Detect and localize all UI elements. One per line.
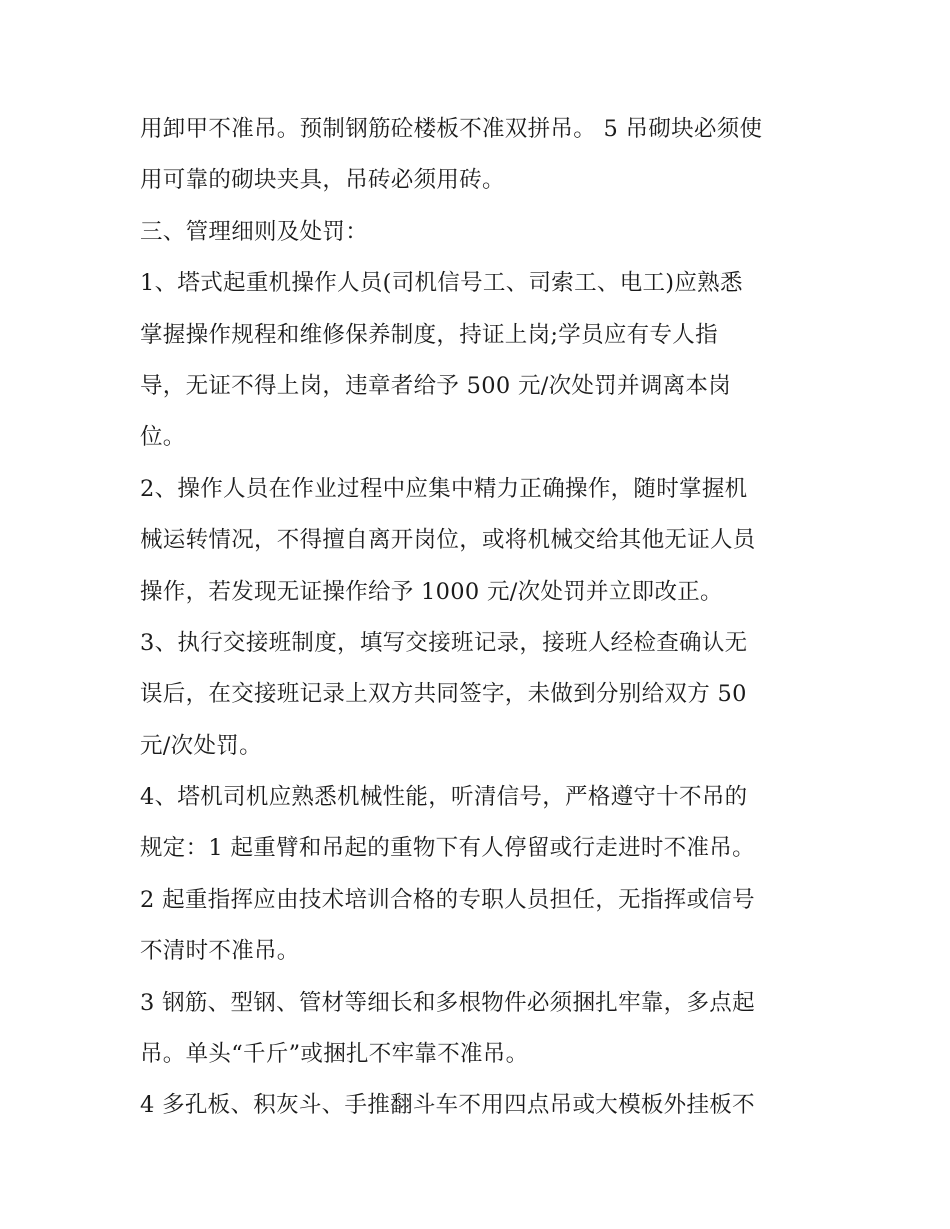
text-line: 规定：1 起重臂和吊起的重物下有人停留或行走进时不准吊。 — [140, 835, 755, 862]
text-line: 不清时不准吊。 — [140, 938, 300, 965]
text-line: 掌握操作规程和维修保养制度，持证上岗;学员应有专人指 — [140, 321, 718, 348]
text-line: 元/次处罚。 — [140, 732, 262, 759]
text-line: 4 多孔板、积灰斗、手推翻斗车不用四点吊或大模板外挂板不 — [140, 1092, 755, 1119]
text-line: 1、塔式起重机操作人员(司机信号工、司索工、电工)应熟悉 — [140, 270, 743, 297]
text-line: 用卸甲不准吊。预制钢筋砼楼板不准双拼吊。 5 吊砌块必须使 — [140, 116, 763, 142]
text-line: 导，无证不得上岗，违章者给予 500 元/次处罚并调离本岗 — [140, 372, 732, 399]
text-line: 2、操作人员在作业过程中应集中精力正确操作，随时掌握机 — [140, 475, 748, 502]
section-heading: 三、管理细则及处罚： — [140, 218, 369, 245]
text-line: 操作，若发现无证操作给予 1000 元/次处罚并立即改正。 — [140, 578, 723, 605]
text-line: 2 起重指挥应由技术培训合格的专职人员担任，无指挥或信号 — [140, 886, 755, 913]
text-line: 3、执行交接班制度，填写交接班记录，接班人经检查确认无 — [140, 629, 748, 656]
text-line: 4、塔机司机应熟悉机械性能，听清信号，严格遵守十不吊的 — [140, 784, 748, 811]
text-line: 用可靠的砌块夹具，吊砖必须用砖。 — [140, 167, 505, 194]
text-line: 械运转情况，不得擅自离开岗位，或将机械交给其他无证人员 — [140, 527, 756, 554]
text-line: 误后，在交接班记录上双方共同签字，未做到分别给双方 50 — [140, 681, 747, 708]
text-line: 位。 — [140, 424, 186, 451]
text-line: 吊。单头“千斤”或捆扎不牢靠不准吊。 — [140, 1041, 529, 1068]
body-text — [140, 104, 820, 1132]
text-line: 3 钢筋、型钢、管材等细长和多根物件必须捆扎牢靠，多点起 — [140, 989, 755, 1016]
